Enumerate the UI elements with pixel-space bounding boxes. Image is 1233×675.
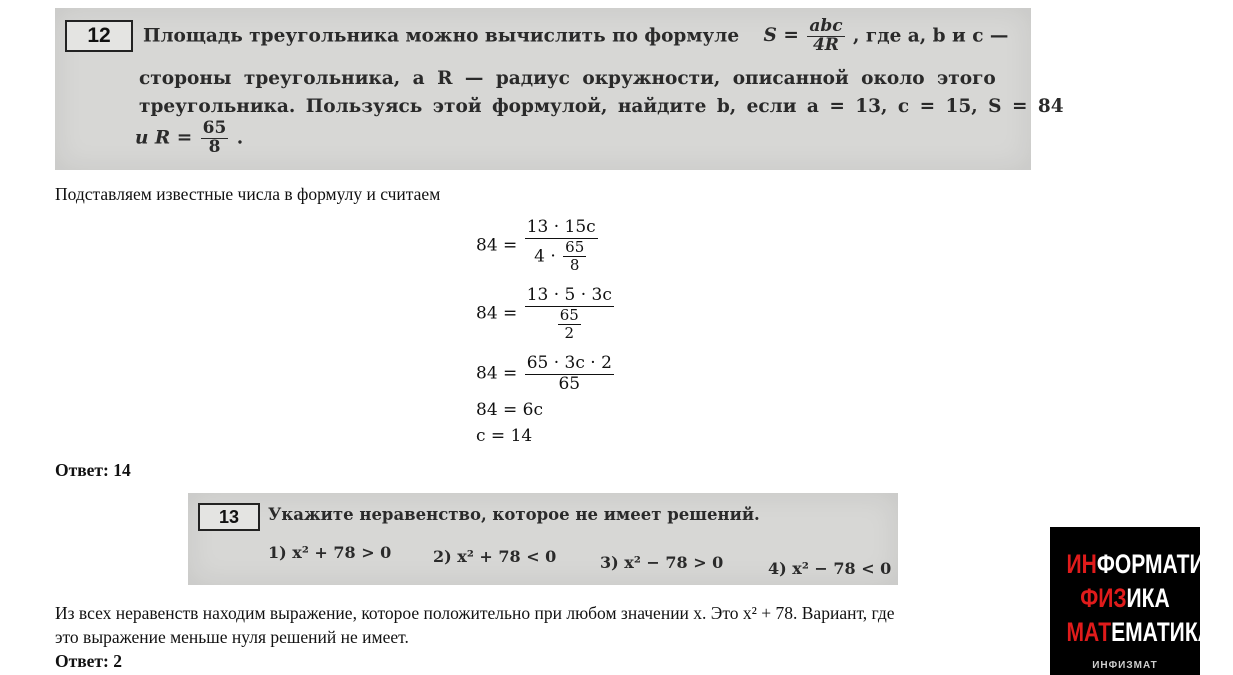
task-12-scan <box>55 8 1064 170</box>
step-2-denominator <box>525 307 614 343</box>
task-13-option-4: 4) x² − 78 < 0 <box>768 559 892 578</box>
task-12-line-3: треугольника. Пользуясь этой формулой, найдите b, если a = 13, c = 15, S = 84 <box>139 96 1064 117</box>
logo-formatika: ФОРМАТИКА <box>1096 549 1233 579</box>
logo-line-matematika <box>1066 617 1213 648</box>
task-12-line-1-tail: , где a, b и c — <box>853 25 1009 47</box>
step-1-inner-den: 8 <box>569 255 580 274</box>
step-2-lhs: 84 = <box>476 303 518 324</box>
step-3-fraction <box>525 354 614 394</box>
task-13-option-1: 1) x² + 78 > 0 <box>268 543 392 562</box>
step-3-lhs: 84 = <box>476 363 518 384</box>
logo-line-fizika <box>1067 583 1184 614</box>
step-1-numerator: 13 · 15c <box>526 217 596 237</box>
r-lhs: и R = <box>135 127 193 149</box>
r-denominator: 8 <box>208 136 221 157</box>
logo-subtitle: ИНФИЗМАТ <box>1092 660 1158 671</box>
r-period: . <box>236 127 244 149</box>
task-12-intro: Площадь треугольника можно вычислить по формуле <box>143 25 740 47</box>
logo-mat: МАТ <box>1066 617 1112 647</box>
formula-fraction <box>807 18 844 55</box>
step-1-inner-num: 65 <box>565 237 585 256</box>
step-3-denominator: 65 <box>558 373 581 394</box>
answer-13: Ответ: 2 <box>55 651 122 671</box>
logo-ematika: ЕМАТИКА <box>1111 617 1213 647</box>
solution-13-line-2: это выражение меньше нуля решений не имеет. <box>55 627 409 647</box>
solution-step-1 <box>476 218 600 274</box>
step-3-numerator: 65 · 3c · 2 <box>526 353 612 373</box>
task-13-question-end: решений. <box>667 505 760 524</box>
logo-fiz: ФИЗ <box>1080 583 1127 613</box>
step-1-denominator <box>525 239 598 275</box>
step-2-fraction <box>525 286 614 342</box>
r-numerator: 65 <box>202 118 227 138</box>
solution-13-line-1: Из всех неравенств находим выражение, которое положительно при любом значении x. Это x² + 78. Вариант, где <box>55 603 895 623</box>
task-number-12: 12 <box>65 20 133 52</box>
formula-numerator: abc <box>809 16 843 36</box>
solution-step-4: 84 = 6c <box>476 400 544 420</box>
logo-ika: ИКА <box>1126 583 1170 613</box>
solution-step-3 <box>476 354 616 394</box>
infizmat-logo <box>1050 527 1233 675</box>
task-12-line-4 <box>135 120 243 157</box>
step-2-inner-den: 2 <box>564 323 575 342</box>
formula-lhs: S = <box>763 25 799 47</box>
step-1-lhs: 84 = <box>476 235 518 256</box>
step-2-numerator: 13 · 5 · 3c <box>526 285 612 305</box>
step-2-inner-num: 65 <box>559 305 579 324</box>
logo-in: ИН <box>1066 549 1097 579</box>
step-1-den-prefix: 4 · <box>534 245 556 266</box>
answer-12: Ответ: 14 <box>55 460 131 480</box>
step-2-inner-fraction <box>558 307 581 343</box>
task-13-scan <box>188 493 898 585</box>
task-12-line-1 <box>143 18 1008 55</box>
task-12-line-2: стороны треугольника, а R — радиус окружности, описанной около этого <box>139 68 996 89</box>
task-13-option-3: 3) x² − 78 > 0 <box>600 553 724 572</box>
step-1-fraction <box>525 218 598 274</box>
task-13-question-start: Укажите неравенство, которое <box>268 505 570 524</box>
formula-denominator: 4R <box>812 34 839 55</box>
logo-line-informatika <box>1066 549 1233 580</box>
solution-step-2 <box>476 286 616 342</box>
task-number-13: 13 <box>198 503 260 531</box>
task-13-option-2: 2) x² + 78 < 0 <box>433 547 557 566</box>
r-fraction <box>201 120 229 157</box>
task-13-question <box>268 505 760 524</box>
solution-step-5: c = 14 <box>476 426 533 446</box>
task-13-question-emphasis: не имеет <box>575 505 662 524</box>
solution-12-intro: Подставляем известные числа в формулу и считаем <box>55 184 441 204</box>
step-1-inner-fraction <box>563 239 586 275</box>
